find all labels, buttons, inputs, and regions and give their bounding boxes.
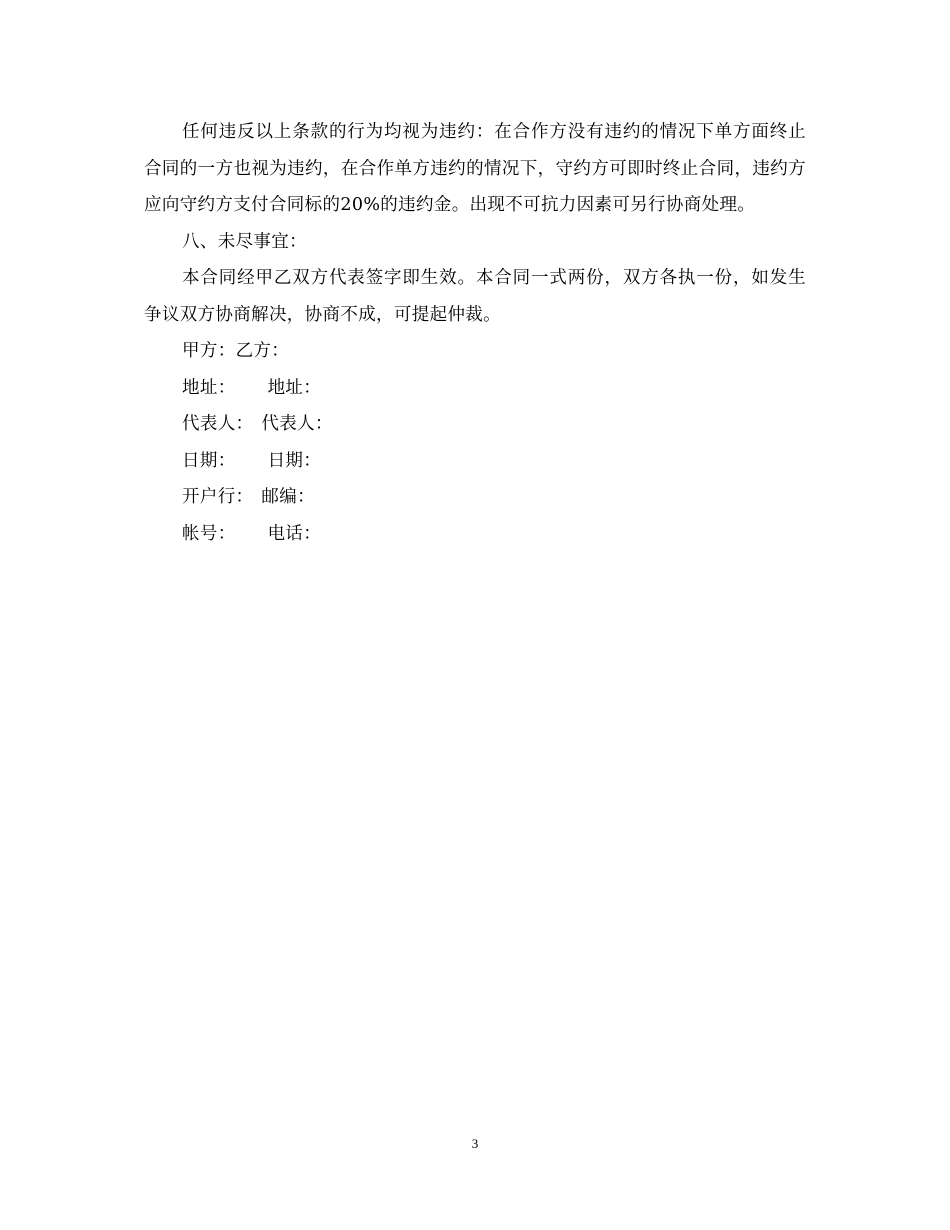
signature-row-parties <box>144 333 806 370</box>
party-b-address-label: 地址： <box>267 377 322 398</box>
party-a-date-label: 日期： <box>182 450 236 471</box>
signature-row-bank <box>144 479 806 516</box>
party-b-postcode-label: 邮编： <box>261 487 315 507</box>
signature-row-account <box>144 516 806 553</box>
party-a-address-label: 地址： <box>182 377 236 398</box>
section-heading-miscellaneous: 八、未尽事宜： <box>182 231 307 252</box>
paragraph-effectiveness: 本合同经甲乙双方代表签字即生效。本合同一式两份，双方各执一份，如发生争议双方协商解决，协商不成，可提起仲裁。 <box>144 268 806 325</box>
signature-row-address <box>144 370 806 407</box>
party-b-phone-label: 电话： <box>267 523 322 544</box>
paragraph-breach-clause: 任何违反以上条款的行为均视为违约：在合作方没有违约的情况下单方面终止合同的一方也视为违约，在合作单方违约的情况下，守约方可即时终止合同，违约方应向守约方支付合同标的20%的违约金。出现不可抗力因素可另行协商处理。 <box>144 122 806 215</box>
signature-row-representative <box>144 406 806 443</box>
party-a-bank-label: 开户行： <box>182 487 254 507</box>
party-b-label: 乙方： <box>235 341 290 361</box>
party-a-label: 甲方： <box>182 341 236 361</box>
signature-row-date <box>144 443 806 480</box>
document-body <box>144 114 806 552</box>
party-a-account-label: 帐号： <box>182 523 236 544</box>
page-number: 3 <box>471 1136 479 1151</box>
party-b-representative-label: 代表人： <box>261 414 333 434</box>
party-b-date-label: 日期： <box>267 450 322 471</box>
party-a-representative-label: 代表人： <box>182 414 254 434</box>
